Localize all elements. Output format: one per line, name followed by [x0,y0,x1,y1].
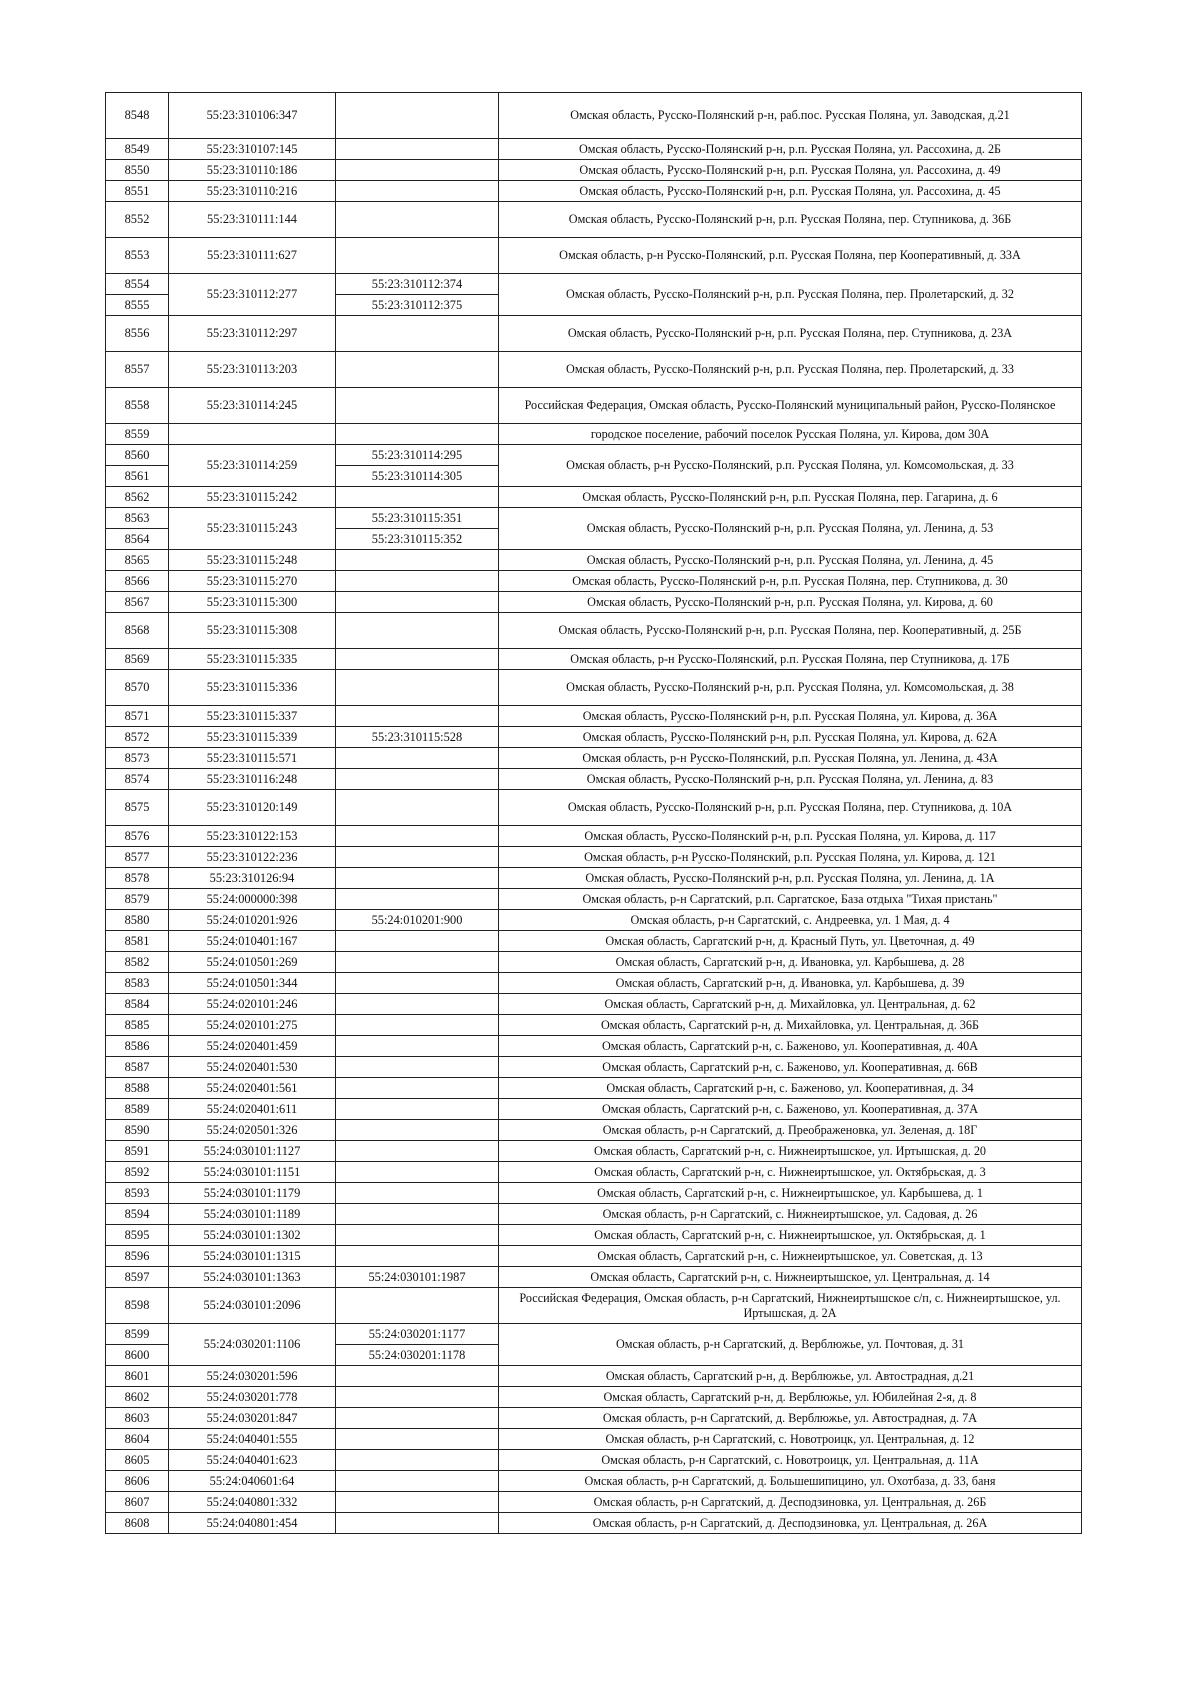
address-cell: Омская область, Русско-Полянский р-н, раб.пос. Русская Поляна, ул. Заводская, д.21 [499,93,1082,139]
address-cell: Омская область, Русско-Полянский р-н, р.п. Русская Поляна, ул. Рассохина, д. 49 [499,160,1082,181]
address-cell: Омская область, р-н Русско-Полянский, р.п. Русская Поляна, ул. Ленина, д. 43А [499,748,1082,769]
table-row [106,1246,1082,1267]
row-number-cell: 8566 [106,571,169,592]
cadastral-number-cell: 55:24:020101:246 [169,994,336,1015]
row-number-cell: 8577 [106,847,169,868]
sub-parcel-cell [336,1099,499,1120]
address-cell: Омская область, р-н Русско-Полянский, р.п. Русская Поляна, ул. Комсомольская, д. 33 [499,445,1082,487]
sub-parcel-cell [336,1492,499,1513]
sub-parcel-cell: 55:23:310112:375 [336,295,499,316]
cadastral-number-cell: 55:23:310106:347 [169,93,336,139]
cadastral-number-cell: 55:24:030101:1363 [169,1267,336,1288]
row-number-cell: 8597 [106,1267,169,1288]
row-number-cell: 8575 [106,790,169,826]
table-row [106,1288,1082,1324]
sub-parcel-cell [336,550,499,571]
table-row [106,1366,1082,1387]
sub-parcel-cell [336,1408,499,1429]
sub-parcel-cell [336,1450,499,1471]
cadastral-number-cell: 55:24:030201:596 [169,1366,336,1387]
table-row [106,352,1082,388]
table-row [106,487,1082,508]
cadastral-number-cell: 55:24:030101:1302 [169,1225,336,1246]
address-cell: Омская область, р-н Русско-Полянский, р.п. Русская Поляна, пер Кооперативный, д. 33А [499,238,1082,274]
row-number-cell: 8588 [106,1078,169,1099]
address-cell: Омская область, Саргатский р-н, с. Баженово, ул. Кооперативная, д. 66В [499,1057,1082,1078]
row-number-cell: 8574 [106,769,169,790]
cadastral-number-cell: 55:24:030201:778 [169,1387,336,1408]
table-row [106,1408,1082,1429]
cadastral-number-cell: 55:24:030201:1106 [169,1324,336,1366]
table-row [106,1492,1082,1513]
cadastral-number-cell [169,424,336,445]
table-row [106,93,1082,139]
cadastral-number-cell: 55:23:310115:270 [169,571,336,592]
sub-parcel-cell: 55:24:010201:900 [336,910,499,931]
sub-parcel-cell: 55:23:310112:374 [336,274,499,295]
table-body [106,93,1082,1534]
address-cell: Омская область, Саргатский р-н, д. Верблюжье, ул. Юбилейная 2-я, д. 8 [499,1387,1082,1408]
address-cell: Омская область, р-н Саргатский, д. Большешипицино, ул. Охотбаза, д. 33, баня [499,1471,1082,1492]
row-number-cell: 8561 [106,466,169,487]
cadastral-number-cell: 55:23:310115:308 [169,613,336,649]
address-cell: Омская область, Русско-Полянский р-н, р.п. Русская Поляна, ул. Ленина, д. 45 [499,550,1082,571]
table-row [106,973,1082,994]
address-cell: Омская область, р-н Саргатский, с. Андреевка, ул. 1 Мая, д. 4 [499,910,1082,931]
address-cell: Омская область, Саргатский р-н, д. Михайловка, ул. Центральная, д. 62 [499,994,1082,1015]
cadastral-number-cell: 55:23:310114:245 [169,388,336,424]
cadastral-number-cell: 55:23:310111:144 [169,202,336,238]
row-number-cell: 8560 [106,445,169,466]
cadastral-number-cell: 55:23:310112:297 [169,316,336,352]
cadastral-number-cell: 55:24:040801:332 [169,1492,336,1513]
table-row [106,952,1082,973]
sub-parcel-cell [336,613,499,649]
table-row [106,139,1082,160]
address-cell: Омская область, Русско-Полянский р-н, р.п. Русская Поляна, ул. Кирова, д. 36А [499,706,1082,727]
row-number-cell: 8579 [106,889,169,910]
row-number-cell: 8550 [106,160,169,181]
address-cell: Омская область, Саргатский р-н, д. Верблюжье, ул. Автострадная, д.21 [499,1366,1082,1387]
table-row [106,790,1082,826]
cadastral-number-cell: 55:24:020401:611 [169,1099,336,1120]
cadastral-number-cell: 55:24:030101:1189 [169,1204,336,1225]
sub-parcel-cell [336,1471,499,1492]
address-cell: Омская область, Саргатский р-н, с. Нижнеиртышское, ул. Иртышская, д. 20 [499,1141,1082,1162]
table-row [106,1513,1082,1534]
sub-parcel-cell [336,487,499,508]
table-row [106,274,1082,295]
address-cell: Омская область, р-н Саргатский, д. Десподзиновка, ул. Центральная, д. 26Б [499,1492,1082,1513]
sub-parcel-cell [336,1036,499,1057]
sub-parcel-cell [336,994,499,1015]
row-number-cell: 8583 [106,973,169,994]
sub-parcel-cell [336,352,499,388]
sub-parcel-cell [336,973,499,994]
row-number-cell: 8591 [106,1141,169,1162]
table-row [106,1099,1082,1120]
row-number-cell: 8555 [106,295,169,316]
table-row [106,181,1082,202]
row-number-cell: 8548 [106,93,169,139]
row-number-cell: 8573 [106,748,169,769]
address-cell: Омская область, Русско-Полянский р-н, р.п. Русская Поляна, ул. Ленина, д. 83 [499,769,1082,790]
sub-parcel-cell: 55:23:310115:351 [336,508,499,529]
row-number-cell: 8581 [106,931,169,952]
row-number-cell: 8586 [106,1036,169,1057]
sub-parcel-cell [336,1225,499,1246]
table-row [106,826,1082,847]
table-row [106,1036,1082,1057]
sub-parcel-cell [336,1246,499,1267]
table-row [106,847,1082,868]
address-cell: Омская область, Русско-Полянский р-н, р.п. Русская Поляна, ул. Кирова, д. 62А [499,727,1082,748]
address-cell: Омская область, Саргатский р-н, с. Нижнеиртышское, ул. Октябрьская, д. 3 [499,1162,1082,1183]
sub-parcel-cell [336,1288,499,1324]
row-number-cell: 8607 [106,1492,169,1513]
table-row [106,706,1082,727]
table-row [106,1015,1082,1036]
address-cell: Омская область, р-н Саргатский, д. Преображеновка, ул. Зеленая, д. 18Г [499,1120,1082,1141]
table-row [106,160,1082,181]
table-row [106,1120,1082,1141]
table-row [106,1450,1082,1471]
sub-parcel-cell [336,181,499,202]
cadastral-number-cell: 55:24:040601:64 [169,1471,336,1492]
table-row [106,1162,1082,1183]
sub-parcel-cell [336,1057,499,1078]
row-number-cell: 8598 [106,1288,169,1324]
cadastral-number-cell: 55:23:310115:339 [169,727,336,748]
sub-parcel-cell [336,1015,499,1036]
table-row [106,1078,1082,1099]
cadastral-number-cell: 55:24:010501:344 [169,973,336,994]
table-row [106,931,1082,952]
cadastral-number-cell: 55:23:310115:335 [169,649,336,670]
sub-parcel-cell [336,571,499,592]
cadastral-number-cell: 55:24:020101:275 [169,1015,336,1036]
cadastral-number-cell: 55:24:020401:459 [169,1036,336,1057]
sub-parcel-cell [336,847,499,868]
address-cell: Омская область, Русско-Полянский р-н, р.п. Русская Поляна, ул. Ленина, д. 1А [499,868,1082,889]
address-cell: Омская область, р-н Саргатский, д. Десподзиновка, ул. Центральная, д. 26А [499,1513,1082,1534]
cadastral-number-cell: 55:24:030101:2096 [169,1288,336,1324]
cadastral-number-cell: 55:23:310112:277 [169,274,336,316]
row-number-cell: 8553 [106,238,169,274]
table-row [106,994,1082,1015]
cadastral-number-cell: 55:23:310120:149 [169,790,336,826]
sub-parcel-cell [336,424,499,445]
row-number-cell: 8567 [106,592,169,613]
table-row [106,592,1082,613]
address-cell: Омская область, Саргатский р-н, д. Красный Путь, ул. Цветочная, д. 49 [499,931,1082,952]
address-cell: Омская область, р-н Саргатский, с. Нижнеиртышское, ул. Садовая, д. 26 [499,1204,1082,1225]
cadastral-number-cell: 55:24:010501:269 [169,952,336,973]
cadastral-number-cell: 55:23:310115:248 [169,550,336,571]
row-number-cell: 8580 [106,910,169,931]
sub-parcel-cell [336,93,499,139]
row-number-cell: 8596 [106,1246,169,1267]
table-row [106,1267,1082,1288]
address-cell: Омская область, р-н Саргатский, с. Новотроицк, ул. Центральная, д. 12 [499,1429,1082,1450]
row-number-cell: 8602 [106,1387,169,1408]
address-cell: Омская область, Русско-Полянский р-н, р.п. Русская Поляна, пер. Кооперативный, д. 25Б [499,613,1082,649]
cadastral-number-cell: 55:23:310122:153 [169,826,336,847]
address-cell: Омская область, Саргатский р-н, с. Баженово, ул. Кооперативная, д. 40А [499,1036,1082,1057]
address-cell: Омская область, р-н Русско-Полянский, р.п. Русская Поляна, ул. Кирова, д. 121 [499,847,1082,868]
address-cell: Омская область, Саргатский р-н, д. Ивановка, ул. Карбышева, д. 39 [499,973,1082,994]
address-cell: Омская область, Саргатский р-н, с. Нижнеиртышское, ул. Центральная, д. 14 [499,1267,1082,1288]
table-row [106,1225,1082,1246]
address-cell: Омская область, Саргатский р-н, с. Баженово, ул. Кооперативная, д. 34 [499,1078,1082,1099]
cadastral-number-cell: 55:24:020401:530 [169,1057,336,1078]
sub-parcel-cell [336,1387,499,1408]
sub-parcel-cell [336,160,499,181]
sub-parcel-cell [336,1078,499,1099]
cadastral-number-cell: 55:24:040401:555 [169,1429,336,1450]
address-cell: Омская область, Саргатский р-н, д. Михайловка, ул. Центральная, д. 36Б [499,1015,1082,1036]
row-number-cell: 8578 [106,868,169,889]
sub-parcel-cell [336,592,499,613]
row-number-cell: 8571 [106,706,169,727]
row-number-cell: 8570 [106,670,169,706]
address-cell: Омская область, Саргатский р-н, с. Баженово, ул. Кооперативная, д. 37А [499,1099,1082,1120]
sub-parcel-cell: 55:23:310115:352 [336,529,499,550]
land-registry-table [105,92,1082,1534]
sub-parcel-cell [336,748,499,769]
row-number-cell: 8606 [106,1471,169,1492]
cadastral-number-cell: 55:24:040401:623 [169,1450,336,1471]
table-row [106,571,1082,592]
sub-parcel-cell [336,139,499,160]
cadastral-number-cell: 55:24:030101:1315 [169,1246,336,1267]
sub-parcel-cell [336,1513,499,1534]
address-cell: Омская область, Саргатский р-н, с. Нижнеиртышское, ул. Октябрьская, д. 1 [499,1225,1082,1246]
sub-parcel-cell: 55:24:030201:1178 [336,1345,499,1366]
cadastral-number-cell: 55:23:310111:627 [169,238,336,274]
sub-parcel-cell [336,670,499,706]
address-cell: Омская область, р-н Саргатский, д. Верблюжье, ул. Почтовая, д. 31 [499,1324,1082,1366]
table-row [106,1471,1082,1492]
address-cell: Омская область, Русско-Полянский р-н, р.п. Русская Поляна, пер. Ступникова, д. 30 [499,571,1082,592]
address-cell: Омская область, Русско-Полянский р-н, р.п. Русская Поляна, пер. Ступникова, д. 23А [499,316,1082,352]
table-row [106,649,1082,670]
row-number-cell: 8605 [106,1450,169,1471]
cadastral-number-cell: 55:23:310115:243 [169,508,336,550]
cadastral-number-cell: 55:24:010201:926 [169,910,336,931]
table-row [106,1387,1082,1408]
cadastral-number-cell: 55:24:040801:454 [169,1513,336,1534]
cadastral-number-cell: 55:24:030101:1179 [169,1183,336,1204]
address-cell: Омская область, Русско-Полянский р-н, р.п. Русская Поляна, ул. Рассохина, д. 2Б [499,139,1082,160]
address-cell: Омская область, Русско-Полянский р-н, р.п. Русская Поляна, пер. Пролетарский, д. 32 [499,274,1082,316]
address-cell: Омская область, Русско-Полянский р-н, р.п. Русская Поляна, пер. Пролетарский, д. 33 [499,352,1082,388]
sub-parcel-cell [336,868,499,889]
sub-parcel-cell [336,388,499,424]
address-cell: Российская Федерация, Омская область, Русско-Полянский муниципальный район, Русско-Полянское [499,388,1082,424]
row-number-cell: 8568 [106,613,169,649]
row-number-cell: 8558 [106,388,169,424]
cadastral-number-cell: 55:23:310115:571 [169,748,336,769]
table-row [106,508,1082,529]
cadastral-number-cell: 55:23:310116:248 [169,769,336,790]
cadastral-number-cell: 55:24:010401:167 [169,931,336,952]
sub-parcel-cell [336,769,499,790]
sub-parcel-cell [336,1120,499,1141]
address-cell: Омская область, Саргатский р-н, д. Ивановка, ул. Карбышева, д. 28 [499,952,1082,973]
address-cell: Омская область, Саргатский р-н, с. Нижнеиртышское, ул. Карбышева, д. 1 [499,1183,1082,1204]
cadastral-number-cell: 55:23:310113:203 [169,352,336,388]
cadastral-number-cell: 55:23:310115:300 [169,592,336,613]
sub-parcel-cell [336,790,499,826]
sub-parcel-cell [336,1162,499,1183]
cadastral-number-cell: 55:24:030101:1127 [169,1141,336,1162]
table-row [106,1429,1082,1450]
table-row [106,769,1082,790]
table-row [106,202,1082,238]
address-cell: Омская область, Русско-Полянский р-н, р.п. Русская Поляна, ул. Кирова, д. 117 [499,826,1082,847]
table-row [106,1057,1082,1078]
sub-parcel-cell: 55:23:310114:295 [336,445,499,466]
sub-parcel-cell [336,1429,499,1450]
cadastral-number-cell: 55:24:020401:561 [169,1078,336,1099]
table-row [106,1324,1082,1345]
row-number-cell: 8563 [106,508,169,529]
address-cell: Омская область, Русско-Полянский р-н, р.п. Русская Поляна, ул. Кирова, д. 60 [499,592,1082,613]
address-cell: Омская область, Русско-Полянский р-н, р.п. Русская Поляна, пер. Гагарина, д. 6 [499,487,1082,508]
table-row [106,1204,1082,1225]
row-number-cell: 8587 [106,1057,169,1078]
sub-parcel-cell: 55:23:310115:528 [336,727,499,748]
row-number-cell: 8590 [106,1120,169,1141]
table-row [106,238,1082,274]
row-number-cell: 8572 [106,727,169,748]
row-number-cell: 8603 [106,1408,169,1429]
row-number-cell: 8585 [106,1015,169,1036]
address-cell: Омская область, Русско-Полянский р-н, р.п. Русская Поляна, ул. Рассохина, д. 45 [499,181,1082,202]
row-number-cell: 8551 [106,181,169,202]
row-number-cell: 8599 [106,1324,169,1345]
table-row [106,316,1082,352]
cadastral-number-cell: 55:24:000000:398 [169,889,336,910]
cadastral-number-cell: 55:23:310115:337 [169,706,336,727]
row-number-cell: 8562 [106,487,169,508]
sub-parcel-cell [336,931,499,952]
address-cell: Омская область, Русско-Полянский р-н, р.п. Русская Поляна, пер. Ступникова, д. 36Б [499,202,1082,238]
sub-parcel-cell [336,1141,499,1162]
address-cell: Омская область, Русско-Полянский р-н, р.п. Русская Поляна, ул. Комсомольская, д. 38 [499,670,1082,706]
sub-parcel-cell [336,202,499,238]
row-number-cell: 8556 [106,316,169,352]
row-number-cell: 8592 [106,1162,169,1183]
address-cell: Омская область, Русско-Полянский р-н, р.п. Русская Поляна, ул. Ленина, д. 53 [499,508,1082,550]
cadastral-number-cell: 55:23:310115:336 [169,670,336,706]
table-row [106,445,1082,466]
row-number-cell: 8595 [106,1225,169,1246]
sub-parcel-cell: 55:24:030101:1987 [336,1267,499,1288]
cadastral-number-cell: 55:23:310122:236 [169,847,336,868]
address-cell: Омская область, р-н Саргатский, р.п. Саргатское, База отдыха "Тихая пристань" [499,889,1082,910]
sub-parcel-cell [336,889,499,910]
row-number-cell: 8600 [106,1345,169,1366]
table-row [106,613,1082,649]
row-number-cell: 8584 [106,994,169,1015]
sub-parcel-cell [336,1204,499,1225]
sub-parcel-cell [336,649,499,670]
cadastral-number-cell: 55:23:310107:145 [169,139,336,160]
row-number-cell: 8569 [106,649,169,670]
row-number-cell: 8608 [106,1513,169,1534]
row-number-cell: 8564 [106,529,169,550]
address-cell: Омская область, р-н Русско-Полянский, р.п. Русская Поляна, пер Ступникова, д. 17Б [499,649,1082,670]
row-number-cell: 8601 [106,1366,169,1387]
table-row [106,670,1082,706]
table-row [106,868,1082,889]
row-number-cell: 8549 [106,139,169,160]
table-row [106,388,1082,424]
table-row [106,1183,1082,1204]
table-row [106,889,1082,910]
row-number-cell: 8565 [106,550,169,571]
row-number-cell: 8552 [106,202,169,238]
sub-parcel-cell [336,952,499,973]
row-number-cell: 8589 [106,1099,169,1120]
address-cell: Российская Федерация, Омская область, р-н Саргатский, Нижнеиртышское с/п, с. Нижнеиртышское, ул. Иртышская, д. 2А [499,1288,1082,1324]
address-cell: Омская область, р-н Саргатский, с. Новотроицк, ул. Центральная, д. 11А [499,1450,1082,1471]
row-number-cell: 8594 [106,1204,169,1225]
row-number-cell: 8559 [106,424,169,445]
table-row [106,550,1082,571]
row-number-cell: 8554 [106,274,169,295]
sub-parcel-cell [336,238,499,274]
table-row [106,1141,1082,1162]
cadastral-number-cell: 55:23:310114:259 [169,445,336,487]
row-number-cell: 8604 [106,1429,169,1450]
table-row [106,424,1082,445]
cadastral-number-cell: 55:23:310110:186 [169,160,336,181]
table-row [106,727,1082,748]
row-number-cell: 8582 [106,952,169,973]
address-cell: Омская область, Саргатский р-н, с. Нижнеиртышское, ул. Советская, д. 13 [499,1246,1082,1267]
cadastral-number-cell: 55:23:310110:216 [169,181,336,202]
cadastral-number-cell: 55:23:310126:94 [169,868,336,889]
sub-parcel-cell [336,1183,499,1204]
row-number-cell: 8576 [106,826,169,847]
cadastral-number-cell: 55:24:030201:847 [169,1408,336,1429]
sub-parcel-cell [336,316,499,352]
table-row [106,748,1082,769]
sub-parcel-cell: 55:23:310114:305 [336,466,499,487]
row-number-cell: 8557 [106,352,169,388]
address-cell: городское поселение, рабочий поселок Русская Поляна, ул. Кирова, дом 30А [499,424,1082,445]
cadastral-number-cell: 55:24:030101:1151 [169,1162,336,1183]
cadastral-number-cell: 55:23:310115:242 [169,487,336,508]
address-cell: Омская область, Русско-Полянский р-н, р.п. Русская Поляна, пер. Ступникова, д. 10А [499,790,1082,826]
sub-parcel-cell [336,1366,499,1387]
row-number-cell: 8593 [106,1183,169,1204]
cadastral-number-cell: 55:24:020501:326 [169,1120,336,1141]
sub-parcel-cell [336,706,499,727]
table-row [106,910,1082,931]
sub-parcel-cell [336,826,499,847]
sub-parcel-cell: 55:24:030201:1177 [336,1324,499,1345]
address-cell: Омская область, р-н Саргатский, д. Верблюжье, ул. Автострадная, д. 7А [499,1408,1082,1429]
